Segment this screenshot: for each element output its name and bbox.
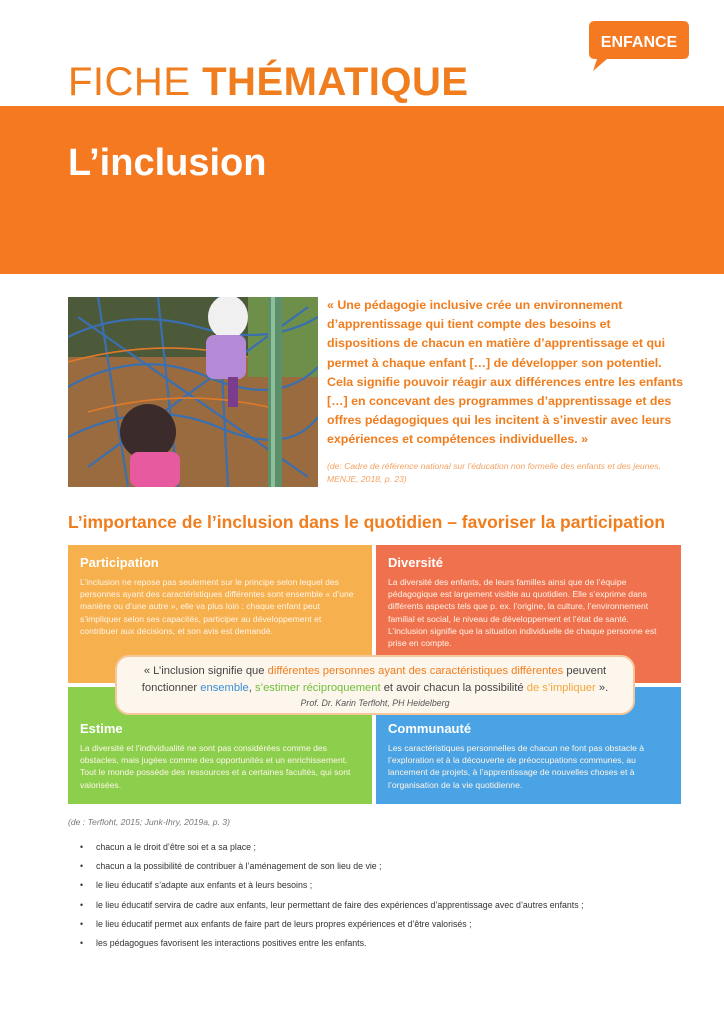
playground-photo bbox=[68, 297, 318, 487]
estime-title: Estime bbox=[80, 721, 123, 736]
communaute-title: Communauté bbox=[388, 721, 472, 736]
cq-part-4: ensemble bbox=[200, 682, 249, 694]
title-band bbox=[0, 106, 724, 274]
intro-quote: « Une pédagogie inclusive crée un environnement d’apprentissage qui tient compte des besoins et dispositions de chacun en matière d’apprentissage et qui permet à chaque enfant […] de développer son potentiel. Cela signifie pouvoir réagir aux différences entre les enfants […] en concevant des programmes d’apprentissage et des offres pédagogiques qui les incitent à s’investir avec leurs expériences et compétences individuelles. » bbox=[327, 298, 684, 447]
list-item: • chacun a le droit d’être soi et a sa place ; bbox=[80, 838, 690, 857]
list-item: • le lieu éducatif servira de cadre aux enfants, leur permettant de faire des expériences d’apprentissage avec d’autres enfants ; bbox=[80, 896, 690, 915]
bullet-list bbox=[80, 838, 690, 953]
diversite-text: La diversité des enfants, de leurs familles ainsi que de l’équipe pédagogique est largement visible au quotidien. Elle s’exprime dans différents aspects tels que p. ex. l’origine, la culture, l’environnement familial et social, le niveau de développement et l’état de santé. L’inclusion signifie que la situation individuelle de chaque personne est prise en compte. bbox=[388, 577, 657, 649]
thematique-label: THÉMATIQUE bbox=[202, 60, 469, 104]
list-item: • chacun a la possibilité de contribuer à l’aménagement de son lieu de vie ; bbox=[80, 857, 690, 876]
enfance-logo bbox=[583, 17, 691, 73]
center-quote-text bbox=[127, 663, 623, 697]
cq-part-2: différentes personnes ayant des caractéristiques différentes bbox=[267, 665, 564, 677]
list-item: • le lieu éducatif permet aux enfants de faire part de leurs propres expériences et d’être valorisés ; bbox=[80, 915, 690, 934]
center-quote-author: Prof. Dr. Karin Terfloht, PH Heidelberg bbox=[300, 698, 450, 708]
diversite-title: Diversité bbox=[388, 555, 443, 570]
reference: (de : Terfloht, 2015; Junk-Ihry, 2019a, p. 3) bbox=[68, 817, 230, 827]
list-item: • le lieu éducatif s’adapte aux enfants et à leurs besoins ; bbox=[80, 876, 690, 895]
fiche-label: FICHE bbox=[68, 60, 203, 104]
fiche-heading bbox=[68, 58, 469, 108]
section-title: L’importance de l’inclusion dans le quotidien – favoriser la participation bbox=[68, 512, 666, 532]
participation-text: L’inclusion ne repose pas seulement sur le principe selon lequel des personnes ayant des caractéristiques différentes sont ensemble « d’une manière ou d’une autre », elle va plus loin : chaque enfant peut s’impliquer selon ses capacités, participer au développement et contribuer aux décisions, et son avis est demandé. bbox=[80, 577, 354, 636]
cq-part-1: « L’inclusion signifie que bbox=[143, 665, 268, 677]
page-title: L’inclusion bbox=[68, 142, 267, 184]
cq-part-5: , bbox=[248, 682, 255, 694]
center-quote bbox=[115, 655, 635, 715]
cq-part-9: ». bbox=[595, 682, 609, 694]
logo-text: ENFANCE bbox=[600, 34, 678, 51]
estime-text: La diversité et l’individualité ne sont pas considérées comme des obstacles, mais jugées comme des opportunités et un enrichissement. Tout le monde possède des ressources et a certaines facultés, qui sont valorisées. bbox=[80, 743, 351, 790]
participation-title: Participation bbox=[80, 555, 159, 570]
cq-part-7: et avoir chacun la possibilité bbox=[380, 682, 527, 694]
cq-part-6: s’estimer réciproquement bbox=[254, 682, 381, 694]
cq-part-3: peuvent fonctionner bbox=[141, 665, 607, 694]
quote-source: (de: Cadre de référence national sur l’éducation non formelle des enfants et des jeunes, MENJE, 2018, p. 23) bbox=[327, 461, 661, 484]
cq-part-8: de s’impliquer bbox=[526, 682, 596, 694]
communaute-text: Les caractéristiques personnelles de chacun ne font pas obstacle à l’exploration et à la découverte de préoccupations communes, au lancement de projets, à l’apprentissage de nouvelles choses et à l’organisation de la vie quotidienne. bbox=[388, 743, 645, 790]
list-item: • les pédagogues favorisent les interactions positives entre les enfants. bbox=[80, 934, 690, 953]
